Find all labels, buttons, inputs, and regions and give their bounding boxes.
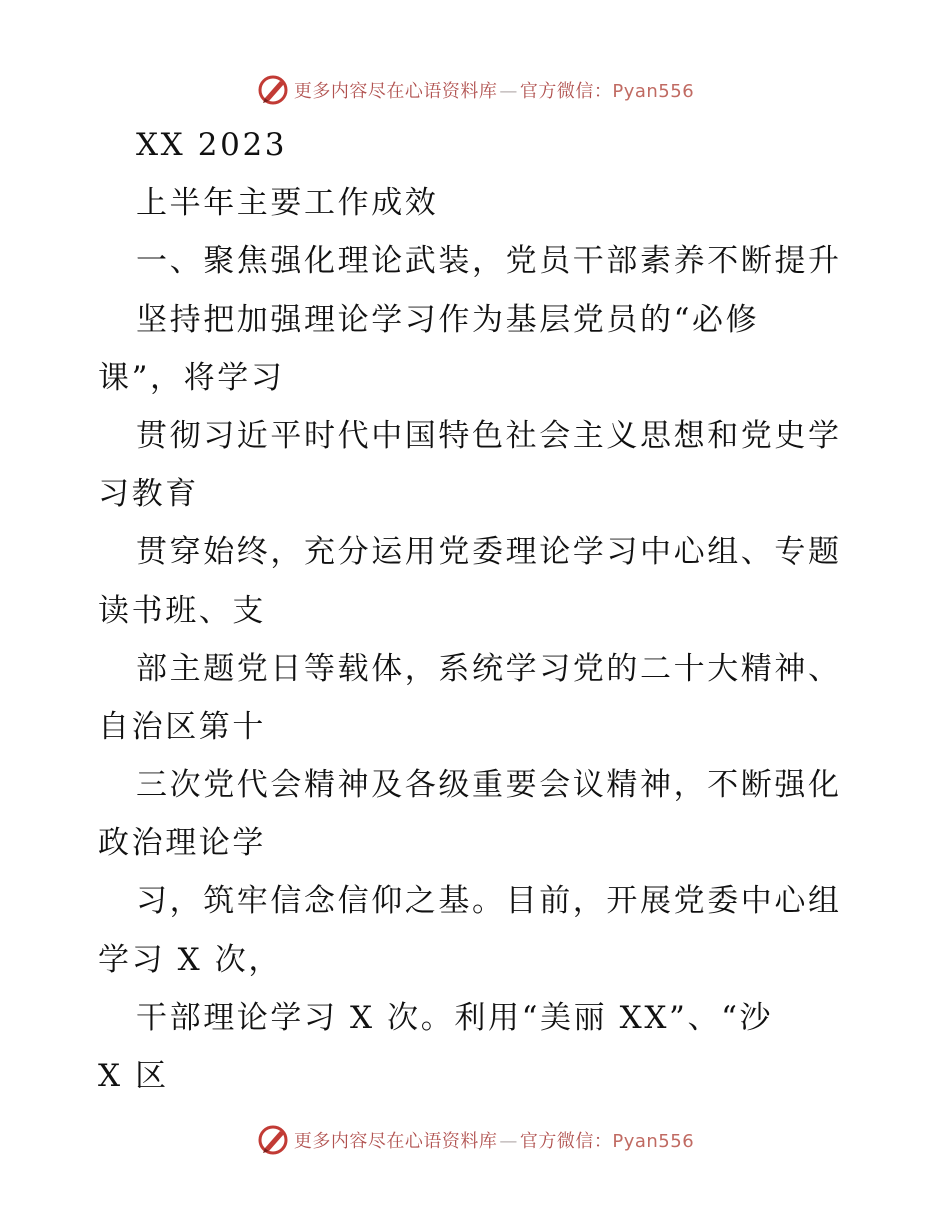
doc-line: 自治区第十 [98, 708, 266, 745]
document-body [98, 116, 858, 1105]
doc-line: 干部理论学习 X 次。利用“美丽 XX”、“沙 [136, 999, 774, 1036]
banner-text: 更多内容尽在心语资料库 — 官方微信：Pyan556 [293, 1131, 695, 1152]
doc-line: 贯穿始终，充分运用党委理论学习中心组、专题 [136, 534, 842, 571]
doc-line: 坚持把加强理论学习作为基层党员的“必修 [136, 301, 760, 338]
header-watermark [0, 70, 950, 110]
doc-line: 上半年主要工作成效 [136, 185, 439, 222]
doc-line: 政治理论学 [98, 825, 266, 862]
doc-line: 三次党代会精神及各级重要会议精神，不断强化 [136, 767, 842, 804]
doc-line: XX 2023 [136, 127, 288, 163]
doc-line: 课”，将学习 [98, 359, 285, 396]
doc-line: 习，筑牢信念信仰之基。目前，开展党委中心组 [136, 883, 842, 920]
brand-logo-icon [256, 73, 290, 107]
brand-logo-icon [256, 1123, 290, 1157]
banner-text: 更多内容尽在心语资料库 — 官方微信：Pyan556 [293, 81, 695, 102]
doc-line: 贯彻习近平时代中国特色社会主义思想和党史学 [136, 417, 842, 454]
doc-line: 习教育 [98, 476, 199, 513]
doc-line: 部主题党日等载体，系统学习党的二十大精神、 [136, 650, 842, 687]
doc-line: 一、聚焦强化理论武装，党员干部素养不断提升 [136, 243, 842, 280]
doc-line: 读书班、支 [98, 592, 266, 629]
footer-watermark [0, 1120, 950, 1160]
doc-line: X 区 [98, 1058, 169, 1094]
doc-line: 学习 X 次， [98, 941, 282, 978]
